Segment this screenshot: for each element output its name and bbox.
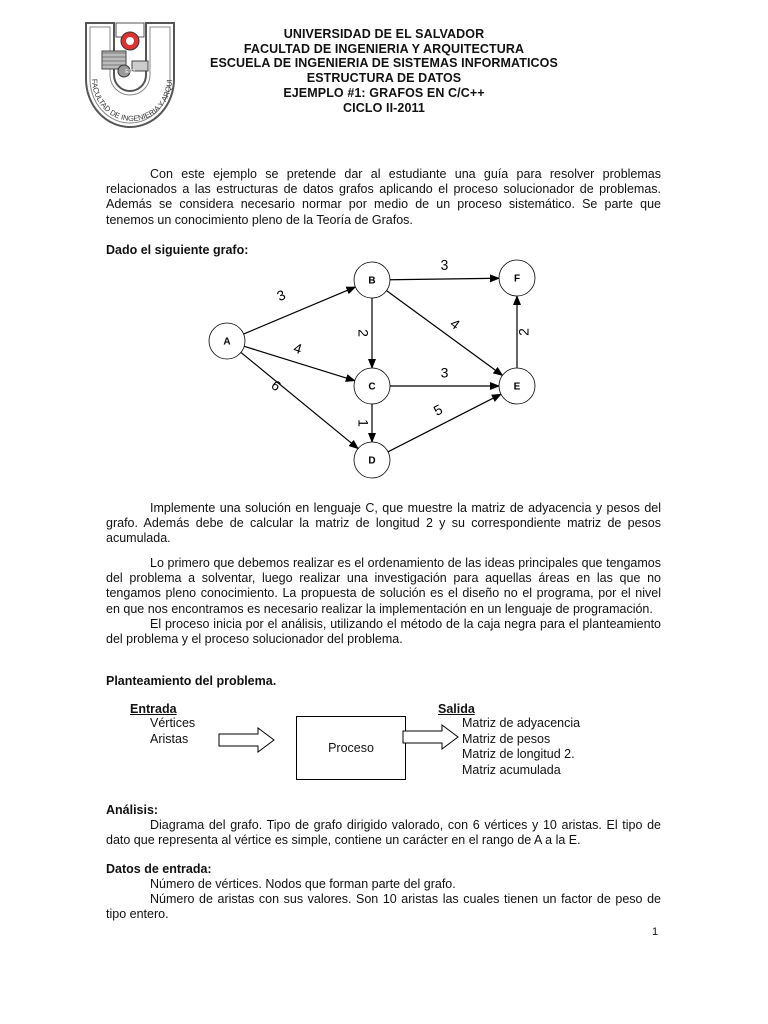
logo-arc-text: FACULTAD DE INGENIERIA Y ARQUI — [89, 78, 175, 124]
edge-weight-A-B: 3 — [274, 286, 288, 305]
edge-weight-A-D: 6 — [268, 376, 285, 395]
document-header — [0, 27, 768, 115]
input-title: Entrada — [130, 702, 177, 716]
input-item: Aristas — [150, 731, 189, 746]
node-label-F: F — [513, 273, 521, 285]
input-data-paragraph: Número de vértices. Nodos que forman parte del grafo. Número de aristas con sus valores. Son 10 aristas las cuales tienen un factor de peso de tipo entero. — [106, 877, 661, 922]
node-label-D: D — [368, 455, 376, 467]
edge-weight-C-E: 3 — [440, 364, 449, 381]
input-data-heading: Datos de entrada: — [106, 862, 212, 876]
output-item: Matriz de longitud 2. — [462, 747, 575, 761]
process-box — [296, 716, 406, 780]
plan-heading: Planteamiento del problema. — [106, 674, 277, 688]
header-course: ESTRUCTURA DE DATOS — [306, 71, 462, 86]
blackbox-input — [130, 702, 195, 747]
task-paragraph: Implemente una solución en lenguaje C, que muestre la matriz de adyacencia y pesos del grafo. Además debe de calcular la matriz de longitud 2 y su correspondiente matriz de pesos acumulada. — [106, 501, 661, 546]
intro-paragraph: Con este ejemplo se pretende dar al estudiante una guía para resolver problemas relacionados a las estructuras de datos grafos aplicando el proceso solucionador de problemas. Además se considera necesario normar por medio de un proceso sistemático. Se parte que tenemos un conocimiento pleno de la Teoría de Grafos. — [106, 167, 661, 227]
header-cycle: CICLO II-2011 — [343, 100, 425, 115]
analysis-heading: Análisis: — [106, 803, 159, 817]
node-label-B: B — [368, 275, 376, 287]
process-label: Proceso — [328, 741, 374, 755]
edge-weight-B-F: 3 — [440, 256, 449, 273]
edge-B-F — [390, 278, 499, 280]
header-university: UNIVERSIDAD DE EL SALVADOR — [283, 27, 485, 41]
edge-B-E — [387, 291, 503, 376]
logo-inner-label: EISI — [125, 69, 135, 75]
node-label-C: C — [368, 381, 376, 393]
edge-A-D — [241, 352, 358, 448]
edge-weight-B-E: 4 — [447, 315, 464, 333]
graph-heading: Dado el siguiente grafo: — [106, 243, 249, 257]
input-arrow-icon — [218, 727, 276, 753]
edge-weight-D-E: 5 — [430, 400, 446, 419]
edge-weight-B-C: 2 — [355, 329, 372, 337]
header-faculty: FACULTAD DE INGENIERIA Y ARQUITECTURA — [243, 41, 525, 56]
node-label-E: E — [513, 381, 521, 393]
edge-weight-C-D: 1 — [355, 419, 372, 427]
process-paragraph: El proceso inicia por el análisis, utilizando el método de la caja negra para el planteamiento del problema y el proceso solucionador del problema. — [106, 616, 661, 647]
weighted-directed-graph — [195, 250, 555, 480]
edge-A-B — [244, 287, 356, 334]
output-item: Matriz de adyacencia — [462, 716, 581, 730]
input-item: Vértices — [150, 716, 196, 730]
order-paragraph: Lo primero que debemos realizar es el ordenamiento de las ideas principales que tengamos del problema a solventar, luego realizar una investigación para aquellas áreas en las que no tengamos pleno conocimiento. La propuesta de solución es el diseño no el programa, por el nivel en que nos encontramos es necesario realizar la implementación en un lenguaje de programación. El proceso inicia por el análisis, utilizando el método de la caja negra para el planteamiento del problema y el proceso solucionador del problema. — [106, 556, 661, 647]
output-title: Salida — [438, 702, 475, 716]
output-item: Matriz acumulada — [462, 762, 561, 777]
header-example: EJEMPLO #1: GRAFOS EN C/C++ — [283, 85, 485, 100]
output-item: Matriz de pesos — [462, 731, 551, 746]
blackbox-output — [438, 702, 580, 778]
edge-weight-A-C: 4 — [291, 339, 304, 358]
page-number: 1 — [652, 926, 659, 938]
edge-weight-E-F: 2 — [515, 328, 532, 336]
analysis-paragraph: Diagrama del grafo. Tipo de grafo dirigido valorado, con 6 vértices y 10 aristas. El tipo de dato que representa al vértice es simple, contiene un carácter en el rango de A a la E. — [106, 818, 661, 848]
header-school: ESCUELA DE INGENIERIA DE SISTEMAS INFORMATICOS — [210, 56, 558, 71]
edge-D-E — [388, 394, 501, 452]
node-label-A: A — [223, 336, 231, 348]
